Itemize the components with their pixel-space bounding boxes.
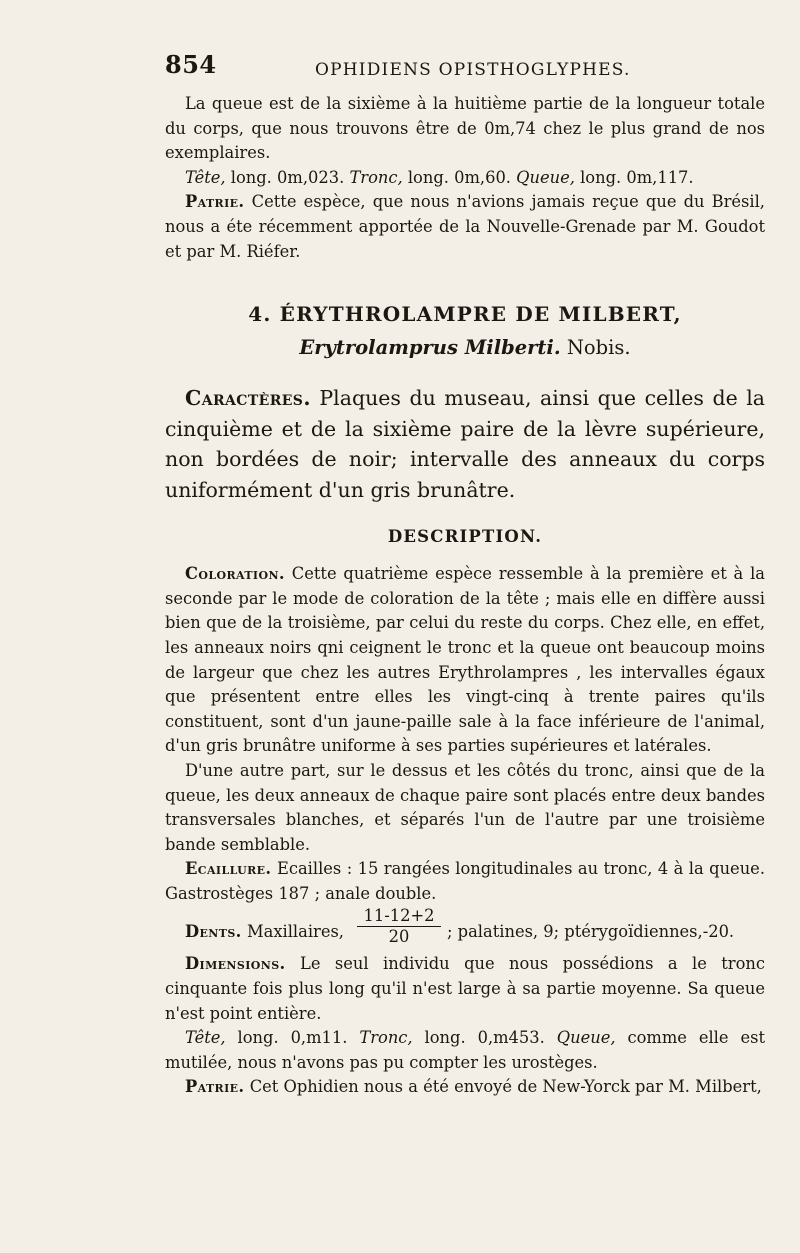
- paragraph-queue: [165, 92, 765, 166]
- paragraph-autre-part: D'une autre part, sur le dessus et les côtés du tronc, ainsi que de la queue, les deux anneaux de chaque paire sont placés entre deux bandes transversales blanches, et séparés l'un de l'autre par une troisième bande semblable.: [165, 760, 765, 854]
- species-title: 4. ÉRYTHROLAMPRE DE MILBERT,: [248, 302, 682, 327]
- label-tete: Tête,: [185, 167, 226, 187]
- paragraph-text: Cette espèce, que nous n'avions jamais reçue que du Brésil, nous a éte récemment apportée de la Nouvelle-Grenade par M. Goudot et par M. Riéfer.: [165, 192, 765, 261]
- author: Nobis.: [560, 336, 631, 360]
- label-queue: Queue,: [556, 1028, 616, 1048]
- paragraph-coloration: [165, 562, 765, 759]
- formula-denominator: 20: [388, 927, 410, 947]
- page-body: [165, 92, 765, 1100]
- paragraph-patrie: [165, 190, 765, 264]
- measure-text: long. 0m,023.: [225, 167, 350, 187]
- paragraph-patrie-2: [165, 1075, 765, 1100]
- formula-numerator: 11-12+2: [363, 906, 435, 926]
- label-dents: Dents.: [185, 922, 242, 942]
- paragraph-measures: [165, 166, 765, 191]
- paragraph-text: Plaques du museau, ainsi que celles de la cinquième et de la sixième paire de la lèvre supérieure, non bordées de noir; intervalle des anneaux du corps uniformément d'un gris brunâtre.: [165, 386, 765, 502]
- dents-tail: ; palatines, 9; ptérygoïdiennes,-20.: [447, 922, 735, 942]
- page-header: [165, 50, 725, 80]
- paragraph-text: Ecailles : 15 rangées longitudinales au tronc, 4 à la queue. Gastrostèges 187 ; anale double.: [165, 859, 765, 903]
- label-coloration: Coloration.: [185, 564, 285, 584]
- label-tete: Tête,: [185, 1028, 226, 1048]
- paragraph-text: Cette quatrième espèce ressemble à la première et à la seconde par le mode de coloration de la tête ; mais elle en diffère aussi bien que de la troisième, par celui du reste du corps. Chez elle, en effet, les anneaux noirs qni ceignent le tronc et la queue ont beaucoup moins de largeur que chez les autres Erythrolampres , les intervalles égaux que présentent entre elles les vingt-cinq à trente paires qu'ils constituent, sont d'un jaune-paille sale à la face inférieure de l'animal, d'un gris brunâtre uniforme à ses parties supérieures et latérales.: [165, 564, 765, 756]
- paragraph-text: Cet Ophidien nous a été envoyé de New-Yorck par M. Milbert,: [244, 1077, 762, 1097]
- latin-name: Erytrolamprus Milberti.: [299, 336, 561, 360]
- paragraph-measures-2: [165, 1026, 765, 1075]
- label-tronc: Tronc,: [359, 1028, 413, 1048]
- label-queue: Queue,: [516, 167, 575, 187]
- section-title-description: DESCRIPTION.: [387, 527, 543, 547]
- measure-text: comme elle est mutilée, nous n'avons pas pu compter les urostèges.: [165, 1028, 765, 1072]
- running-title: OPHIDIENS OPISTHOGLYPHES.: [315, 60, 631, 80]
- label-tronc: Tronc,: [349, 167, 403, 187]
- paragraph-text: La queue est de la sixième à la huitième partie de la longueur totale du corps, que nous trouvons être de 0m,74 chez le plus grand de nos exemplaires.: [165, 94, 765, 163]
- label-patrie: Patrie.: [185, 1077, 245, 1097]
- label-patrie: Patrie.: [185, 192, 245, 212]
- species-latin-name: [165, 336, 765, 359]
- paragraph-ecaillure: [165, 857, 765, 906]
- measure-text: long. 0,m453.: [412, 1028, 557, 1048]
- paragraph-text: Le seul individu que nous possédions a le tronc cinquante fois plus long qu'il n'est large à sa partie moyenne. Sa queue n'est point entière.: [165, 954, 765, 1023]
- paragraph-dimensions: [165, 952, 765, 1026]
- measure-text: long. 0,m11.: [225, 1028, 360, 1048]
- dents-maxillaires: Maxillaires,: [241, 922, 344, 942]
- label-ecaillure: Ecaillure.: [185, 859, 272, 879]
- page-number: 854: [165, 50, 217, 79]
- measure-text: long. 0m,60.: [402, 167, 517, 187]
- label-dimensions: Dimensions.: [185, 954, 286, 974]
- label-caracteres: Caractères.: [185, 386, 311, 411]
- dents-lead: [185, 922, 344, 941]
- paragraph-caracteres: [165, 383, 765, 505]
- measure-text: long. 0m,117.: [574, 167, 694, 187]
- paragraph-dents: [165, 906, 765, 952]
- dental-formula: [355, 906, 443, 947]
